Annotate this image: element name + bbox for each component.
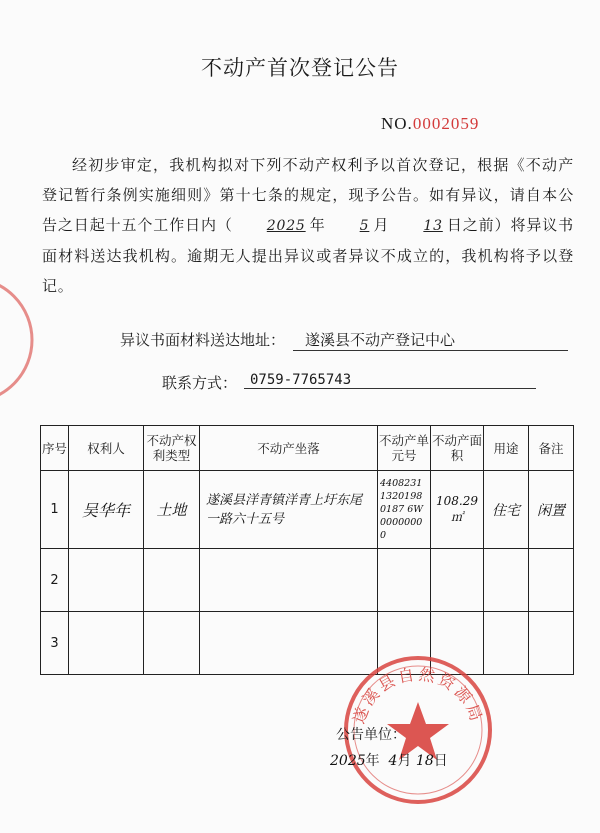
deadline-month: 5 — [359, 218, 370, 234]
remark-cell: 闲置 — [529, 471, 574, 549]
table-row — [41, 471, 574, 549]
remark-cell — [529, 549, 574, 612]
address-label: 异议书面材料送达地址： — [120, 331, 286, 349]
date-day-char: 日 — [433, 753, 448, 769]
row-no: 3 — [41, 612, 69, 675]
header-right-type: 不动产权利类型 — [144, 426, 200, 471]
header-area: 不动产面 积 — [431, 426, 484, 471]
address-value: 遂溪县不动产登记中心 — [293, 329, 568, 351]
year-char: 年 — [309, 216, 326, 234]
paragraph-text-2: 日之前）将异议书面材料送达我机构。逾期无人提出异议或者异议不成立的，我机构将予以登记。 — [42, 216, 574, 295]
date-year: 2025 — [330, 753, 366, 769]
owner-cell — [69, 549, 144, 612]
header-owner: 权利人 — [69, 426, 144, 471]
right-type-cell — [144, 612, 200, 675]
date-month-char: 月 — [397, 753, 412, 769]
header-location: 不动产坐落 — [200, 426, 378, 471]
table-header-row — [41, 426, 574, 471]
header-unit-no: 不动产单元号 — [378, 426, 431, 471]
contact-label: 联系方式： — [162, 374, 238, 392]
paragraph-text-1: 经初步审定，我机构拟对下列不动产权利予以首次登记，根据《不动产登记暂行条例实施细则》第十七条的规定，现予公告。如有异议，请自本公告之日起十五个工作日内（ — [42, 156, 574, 234]
owner-cell: 吴华年 — [69, 471, 144, 549]
serial-value: 0002059 — [412, 114, 480, 133]
area-cell — [431, 549, 484, 612]
row-no: 1 — [41, 471, 69, 549]
use-cell: 住宅 — [484, 471, 529, 549]
use-cell — [484, 549, 529, 612]
date-month: 4 — [388, 753, 398, 769]
row-no: 2 — [41, 549, 69, 612]
deadline-day: 13 — [423, 218, 443, 234]
announcement-paragraph — [42, 150, 574, 301]
date-day: 18 — [415, 753, 434, 769]
owner-cell — [69, 612, 144, 675]
seal-text: 遂溪县自然资源局 — [349, 664, 487, 727]
edge-seal-fragment — [0, 270, 60, 410]
registration-table — [40, 425, 574, 675]
header-remark: 备注 — [529, 426, 574, 471]
deadline-year: 2025 — [266, 218, 306, 234]
location-cell — [200, 549, 378, 612]
unit-no-cell — [378, 549, 431, 612]
right-type-cell: 土地 — [144, 471, 200, 549]
remark-cell — [529, 612, 574, 675]
area-cell: 108.29㎡ — [431, 471, 484, 549]
contact-value: 0759-7765743 — [244, 372, 536, 389]
date-year-char: 年 — [365, 753, 380, 769]
table-row — [41, 549, 574, 612]
page-title: 不动产首次登记公告 — [201, 56, 399, 80]
publish-date — [330, 750, 448, 770]
month-char: 月 — [373, 216, 390, 234]
announcement-body — [42, 150, 574, 301]
serial-prefix: NO. — [381, 114, 413, 133]
location-cell: 遂溪县洋青镇洋青上圩东尾一路六十五号 — [200, 471, 378, 549]
right-type-cell — [144, 549, 200, 612]
header-no: 序号 — [41, 426, 69, 471]
unit-no-cell: 440823113201980187 6W00000000 — [378, 471, 431, 549]
serial-number — [381, 114, 479, 134]
header-use: 用途 — [484, 426, 529, 471]
publisher-label: 公告单位： — [336, 727, 406, 743]
